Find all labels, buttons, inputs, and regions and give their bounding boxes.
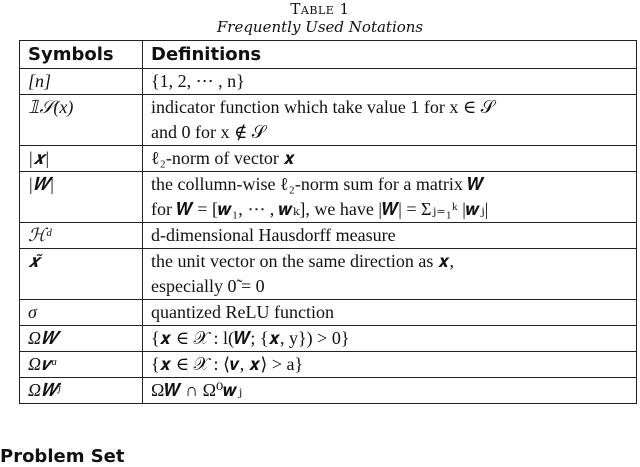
definition-line: for 𝑾 = [𝒘₁, ⋯ , 𝒘ₖ], we have |𝑾| = Σⱼ₌₁ᵏ |𝒘ⱼ| bbox=[151, 199, 489, 219]
definition-cell bbox=[143, 95, 637, 146]
symbol-cell: σ bbox=[20, 300, 143, 326]
definition-line: d-dimensional Hausdorff measure bbox=[151, 225, 396, 245]
symbol-cell: 𝟙𝒮(x) bbox=[20, 95, 143, 146]
definition-cell bbox=[143, 378, 637, 404]
symbol-cell: [n] bbox=[20, 69, 143, 95]
definition-line: indicator function which take value 1 for x ∈ 𝒮 bbox=[151, 97, 495, 117]
table-row bbox=[20, 352, 637, 378]
header-row bbox=[20, 41, 637, 69]
definition-line: and 0 for x ∉ 𝒮 bbox=[151, 122, 266, 142]
table-number: Table 1 bbox=[290, 0, 350, 18]
definition-cell bbox=[143, 300, 637, 326]
symbol-cell: Ω𝑾 bbox=[20, 326, 143, 352]
definition-line: the unit vector on the same direction as 𝒙, bbox=[151, 251, 454, 271]
definition-line: {𝒙 ∈ 𝒳 : l(𝑾; {𝒙, y}) > 0} bbox=[151, 328, 350, 348]
definition-cell bbox=[143, 249, 637, 300]
header-symbols: Symbols bbox=[20, 41, 143, 69]
header-definitions: Definitions bbox=[143, 41, 637, 69]
table-subtitle: Frequently Used Notations bbox=[216, 18, 424, 36]
table-caption bbox=[0, 0, 640, 36]
symbol-cell: Ω𝒗ᵃ bbox=[20, 352, 143, 378]
definition-line: {𝒙 ∈ 𝒳 : ⟨𝒗, 𝒙⟩ > a} bbox=[151, 354, 304, 374]
notation-table bbox=[19, 40, 637, 404]
table-row bbox=[20, 95, 637, 146]
symbol-cell: 𝒙̃ bbox=[20, 249, 143, 300]
definition-line: the collumn-wise ℓ₂-norm sum for a matrix 𝑾 bbox=[151, 174, 484, 194]
definition-line: especially 0̃ = 0 bbox=[151, 276, 265, 296]
table-row bbox=[20, 378, 637, 404]
definition-cell bbox=[143, 146, 637, 172]
definition-cell bbox=[143, 352, 637, 378]
symbol-cell: ℋᵈ bbox=[20, 223, 143, 249]
definition-cell bbox=[143, 223, 637, 249]
table-row bbox=[20, 326, 637, 352]
symbol-cell: |𝒙| bbox=[20, 146, 143, 172]
definition-cell bbox=[143, 326, 637, 352]
definition-line: {1, 2, ⋯ , n} bbox=[151, 71, 245, 91]
definition-line: quantized ReLU function bbox=[151, 302, 334, 322]
table-row bbox=[20, 172, 637, 223]
definition-line: ℓ₂-norm of vector 𝒙 bbox=[151, 148, 295, 168]
symbol-cell: |𝑾| bbox=[20, 172, 143, 223]
table-row bbox=[20, 300, 637, 326]
table-row bbox=[20, 146, 637, 172]
symbol-cell: Ω𝑾ʲ bbox=[20, 378, 143, 404]
table-row bbox=[20, 69, 637, 95]
table-row bbox=[20, 223, 637, 249]
definition-cell bbox=[143, 172, 637, 223]
definition-line: Ω𝑾 ∩ Ω⁰𝒘ⱼ bbox=[151, 380, 243, 400]
definition-cell bbox=[143, 69, 637, 95]
section-heading-partial: Problem Set bbox=[0, 446, 125, 467]
table-row bbox=[20, 249, 637, 300]
